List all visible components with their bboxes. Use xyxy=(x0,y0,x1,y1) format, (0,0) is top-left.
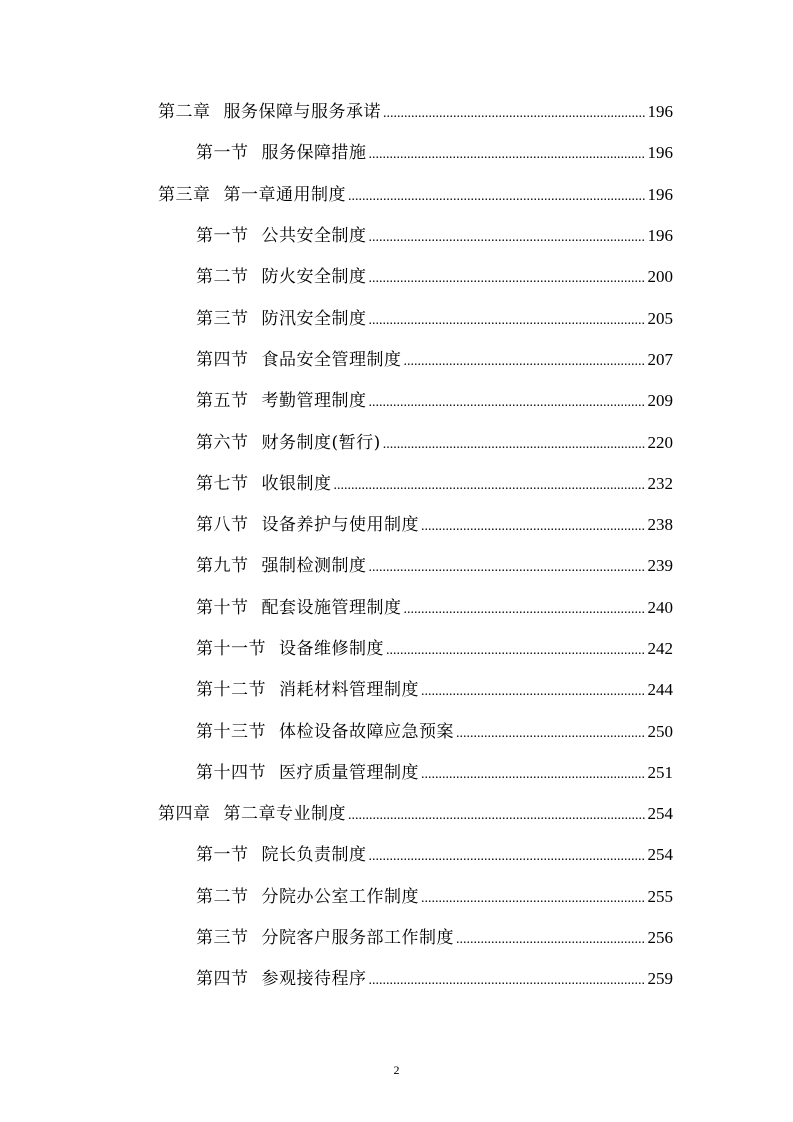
toc-entry[interactable] xyxy=(0,626,793,667)
toc-entry-label: 第五节 xyxy=(196,391,249,412)
toc-dot-leader xyxy=(421,684,646,700)
toc-entry-page: 196 xyxy=(647,184,673,204)
toc-entry[interactable] xyxy=(0,89,793,130)
toc-entry[interactable] xyxy=(0,419,793,460)
toc-entry-page: 200 xyxy=(647,267,673,287)
toc-entry[interactable] xyxy=(0,832,793,873)
toc-entry-label: 第一节 xyxy=(196,845,249,866)
toc-entry-label: 第二节 xyxy=(196,267,249,288)
toc-entry-label: 第四章 xyxy=(158,804,211,825)
toc-entry-page: 240 xyxy=(647,597,673,617)
toc-entry-page: 244 xyxy=(647,680,673,700)
toc-dot-leader xyxy=(369,849,646,865)
toc-entry-label: 第二节 xyxy=(196,886,249,907)
toc-entry-label: 第九节 xyxy=(196,556,249,577)
page-number: 2 xyxy=(393,1063,400,1077)
table-of-contents xyxy=(0,89,793,998)
toc-entry-title: 食品安全管理制度 xyxy=(261,349,402,370)
toc-dot-leader xyxy=(369,560,646,576)
toc-entry[interactable] xyxy=(0,915,793,956)
toc-entry[interactable] xyxy=(0,667,793,708)
toc-entry-page: 205 xyxy=(647,308,673,328)
toc-entry[interactable] xyxy=(0,378,793,419)
toc-entry-title: 第二章专业制度 xyxy=(223,804,346,825)
toc-entry-label: 第十节 xyxy=(196,597,249,618)
toc-entry-page: 254 xyxy=(647,845,673,865)
toc-dot-leader xyxy=(369,147,646,163)
toc-entry-page: 232 xyxy=(647,473,673,493)
toc-entry-label: 第八节 xyxy=(196,515,249,536)
toc-dot-leader xyxy=(369,395,646,411)
toc-entry-label: 第三章 xyxy=(158,184,211,205)
toc-dot-leader xyxy=(386,643,646,659)
toc-dot-leader xyxy=(421,767,646,783)
toc-entry-page: 255 xyxy=(647,886,673,906)
toc-entry-page: 251 xyxy=(647,762,673,782)
toc-entry-title: 公共安全制度 xyxy=(261,226,367,247)
toc-dot-leader xyxy=(369,230,646,246)
toc-entry-title: 分院客户服务部工作制度 xyxy=(261,928,454,949)
toc-entry-title: 设备维修制度 xyxy=(279,639,384,659)
toc-entry[interactable] xyxy=(0,172,793,213)
toc-entry-page: 242 xyxy=(647,639,673,658)
toc-entry-label: 第四节 xyxy=(196,969,249,990)
toc-dot-leader xyxy=(348,808,646,824)
toc-entry-page: 254 xyxy=(647,804,673,824)
toc-dot-leader xyxy=(404,602,646,618)
toc-entry[interactable] xyxy=(0,543,793,584)
toc-dot-leader xyxy=(456,932,646,948)
toc-entry[interactable] xyxy=(0,502,793,543)
toc-entry-page: 196 xyxy=(647,102,673,122)
toc-entry-label: 第七节 xyxy=(196,473,249,494)
toc-entry-page: 256 xyxy=(647,928,673,948)
toc-entry[interactable] xyxy=(0,708,793,749)
toc-dot-leader xyxy=(369,271,646,287)
toc-entry[interactable] xyxy=(0,791,793,832)
toc-entry[interactable] xyxy=(0,295,793,336)
toc-entry-title: 收银制度 xyxy=(261,473,332,494)
toc-entry-title: 考勤管理制度 xyxy=(261,391,367,412)
toc-entry[interactable] xyxy=(0,130,793,171)
toc-entry-title: 分院办公室工作制度 xyxy=(261,886,419,907)
toc-entry-label: 第十二节 xyxy=(196,680,266,701)
toc-entry-label: 第四节 xyxy=(196,349,249,370)
toc-dot-leader xyxy=(421,519,646,535)
toc-entry-label: 第三节 xyxy=(196,928,249,949)
toc-entry-title: 防火安全制度 xyxy=(261,267,367,288)
toc-entry-title: 体检设备故障应急预案 xyxy=(279,721,454,742)
toc-entry[interactable] xyxy=(0,585,793,626)
toc-entry-title: 服务保障与服务承诺 xyxy=(223,102,381,123)
toc-entry-title: 服务保障措施 xyxy=(261,143,367,164)
toc-entry-page: 259 xyxy=(647,969,673,989)
toc-entry-title: 防汛安全制度 xyxy=(261,308,367,329)
toc-entry-page: 209 xyxy=(647,391,673,411)
toc-entry-label: 第二章 xyxy=(158,102,211,123)
toc-entry[interactable] xyxy=(0,956,793,997)
toc-entry-label: 第十三节 xyxy=(196,721,266,742)
toc-entry-title: 强制检测制度 xyxy=(261,556,367,577)
toc-entry[interactable] xyxy=(0,254,793,295)
toc-entry[interactable] xyxy=(0,337,793,378)
toc-entry-page: 239 xyxy=(647,556,673,576)
toc-entry-label: 第一节 xyxy=(196,143,249,164)
toc-entry-page: 196 xyxy=(647,143,673,163)
toc-entry-page: 220 xyxy=(647,432,673,452)
toc-entry-page: 207 xyxy=(647,349,673,369)
toc-entry[interactable] xyxy=(0,461,793,502)
toc-entry-title: 参观接待程序 xyxy=(261,969,367,990)
toc-entry-label: 第一节 xyxy=(196,226,249,247)
toc-entry-title: 消耗材料管理制度 xyxy=(279,680,419,701)
toc-entry-page: 196 xyxy=(647,226,673,246)
toc-entry-label: 第六节 xyxy=(196,432,249,453)
toc-entry-title: 配套设施管理制度 xyxy=(261,597,402,618)
toc-dot-leader xyxy=(383,106,646,122)
toc-entry[interactable] xyxy=(0,750,793,791)
toc-entry-page: 238 xyxy=(647,515,673,535)
toc-dot-leader xyxy=(383,437,646,453)
toc-dot-leader xyxy=(456,726,646,742)
toc-entry-label: 第十一节 xyxy=(196,639,266,659)
toc-entry-label: 第三节 xyxy=(196,308,249,329)
toc-dot-leader xyxy=(369,973,646,989)
toc-dot-leader xyxy=(348,189,646,205)
toc-entry-title: 第一章通用制度 xyxy=(223,184,346,205)
toc-entry-title: 设备养护与使用制度 xyxy=(261,515,419,536)
toc-entry-label: 第十四节 xyxy=(196,762,266,783)
toc-entry-title: 医疗质量管理制度 xyxy=(279,762,419,783)
toc-dot-leader xyxy=(421,891,646,907)
toc-entry[interactable] xyxy=(0,213,793,254)
toc-dot-leader xyxy=(369,313,646,329)
toc-dot-leader xyxy=(334,478,646,494)
toc-entry[interactable] xyxy=(0,874,793,915)
toc-dot-leader xyxy=(404,354,646,370)
toc-entry-title: 院长负责制度 xyxy=(261,845,367,866)
toc-entry-title: 财务制度(暂行) xyxy=(261,432,381,453)
toc-entry-page: 250 xyxy=(647,721,673,741)
